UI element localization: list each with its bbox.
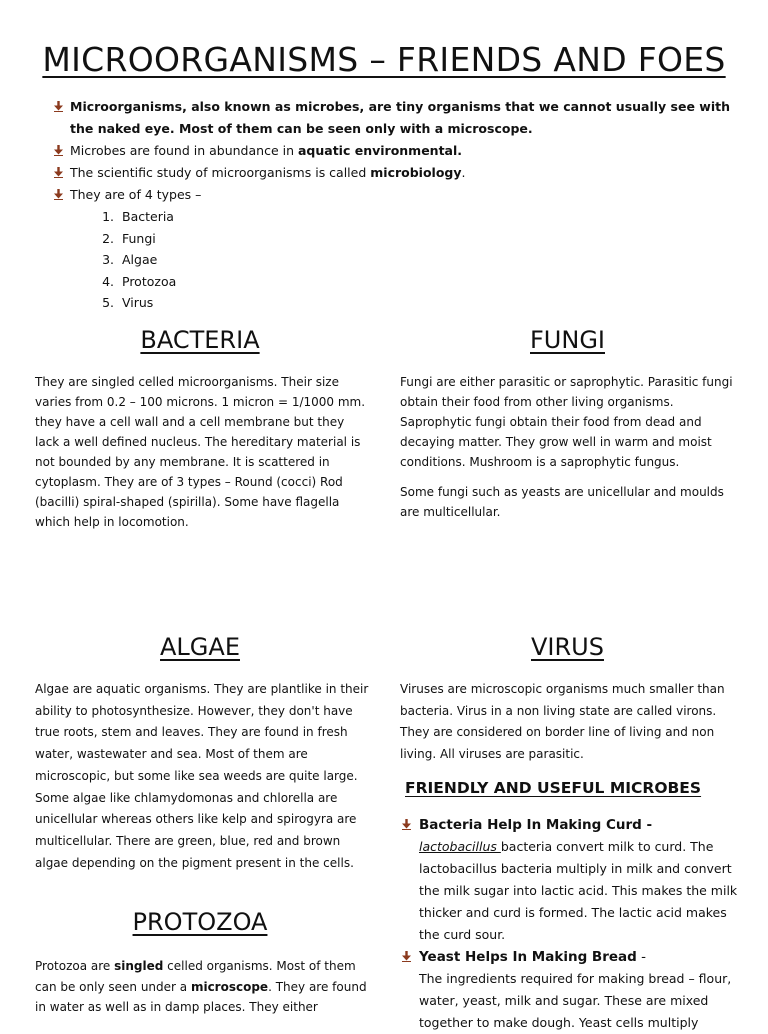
intro-bullet-2-text: Microbes are found in abundance in — [70, 143, 298, 158]
bread-heading — [419, 946, 738, 968]
fungi-text — [400, 372, 735, 532]
protozoa-text-3: . They are found in water as well as in damp places. They either — [35, 979, 367, 1014]
type-item: 3. Algae — [118, 249, 732, 271]
intro-bullet-3-text: The scientific study of microorganisms is called — [70, 165, 371, 180]
intro-bullet-4 — [52, 184, 732, 206]
type-item: 5. Virus — [118, 292, 732, 314]
protozoa-text-1: Protozoa are — [35, 959, 115, 973]
virus-heading: VIRUS — [531, 633, 604, 661]
arrow-down-bullet-icon — [402, 951, 411, 962]
protozoa-paragraph — [35, 956, 370, 1018]
friendly-microbes-heading: FRIENDLY AND USEFUL MICROBES — [405, 779, 702, 797]
bread-heading-text: Yeast Helps In Making Bread — [419, 949, 637, 965]
intro-bullet-2 — [52, 140, 732, 162]
intro-bullet-1-text: Microorganisms, also known as microbes, are tiny organisms that we cannot usually see with the naked eye. Most of them can be seen only with a microscope. — [70, 99, 731, 136]
types-list — [102, 206, 732, 314]
intro-bullet-1 — [52, 96, 732, 140]
algae-paragraph: Algae are aquatic organisms. They are plantlike in their ability to photosynthesize. However, they don't have true roots, stem and leaves. They are found in fresh water, wastewater and sea. Most of them are microscopic, but some like sea weeds are quite large. Some algae like chlamydomonas and chlorella are unicellular whereas others like kelp and spirogyra are multicellular. There are green, blue, red and brown algae depending on the pigment present in the cells. — [35, 682, 369, 870]
arrow-down-bullet-icon — [54, 101, 63, 112]
protozoa-bold-1: singled — [114, 959, 164, 973]
bacteria-text — [35, 372, 370, 542]
bacteria-paragraph: They are singled celled microorganisms. Their size varies from 0.2 – 100 microns. 1 micron = 1/1000 mm. they have a cell wall and a cell membrane but they lack a well defined nucleus. The hereditary material is not bounded by any membrane. It is scattered in cytoplasm. They are of 3 types – Round (cocci) Rod (bacilli) spiral-shaped (spirilla). Some have flagella which help in locomotion. — [35, 375, 366, 529]
friendly-item-curd — [400, 814, 738, 946]
fungi-heading: FUNGI — [530, 326, 605, 354]
friendly-microbes-list — [400, 814, 738, 1034]
fungi-paragraph-1: Fungi are either parasitic or saprophytic. Parasitic fungi obtain their food from other living organisms. Saprophytic fungi obtain their food from dead and decaying matter. They grow well in warm and moist conditions. Mushroom is a saprophytic fungus. — [400, 375, 733, 469]
algae-heading: ALGAE — [160, 633, 240, 661]
arrow-down-bullet-icon — [54, 189, 63, 200]
bread-heading-dash: - — [636, 949, 646, 965]
page-title: MICROORGANISMS – FRIENDS AND FOES — [42, 40, 726, 79]
intro-bullet-3-end: . — [461, 165, 466, 180]
curd-heading: Bacteria Help In Making Curd - — [419, 817, 653, 833]
protozoa-text — [35, 956, 370, 1028]
lactobacillus-term: lactobacillus — [419, 839, 501, 854]
intro-bullet-2-bold: aquatic environmental. — [297, 143, 463, 158]
intro-bullet-3-bold: microbiology — [370, 165, 462, 180]
bacteria-heading: BACTERIA — [140, 326, 260, 354]
arrow-down-bullet-icon — [54, 167, 63, 178]
arrow-down-bullet-icon — [402, 819, 411, 830]
protozoa-heading: PROTOZOA — [132, 908, 268, 936]
curd-text — [419, 836, 738, 946]
protozoa-bold-2: microscope — [190, 979, 269, 994]
intro-bullets — [52, 96, 732, 314]
intro-bullet-3 — [52, 162, 732, 184]
algae-text — [35, 679, 370, 884]
fungi-paragraph-2: Some fungi such as yeasts are unicellular and moulds are multicellular. — [400, 485, 724, 519]
virus-paragraph: Viruses are microscopic organisms much smaller than bacteria. Virus in a non living state are called virons. They are considered on border line of living and non living. All viruses are parasitic. — [400, 682, 725, 762]
friendly-item-bread — [400, 946, 738, 1034]
arrow-down-bullet-icon — [54, 145, 63, 156]
type-item: 1. Bacteria — [118, 206, 732, 228]
intro-bullet-4-text: They are of 4 types – — [70, 187, 202, 202]
type-item: 2. Fungi — [118, 228, 732, 250]
type-item: 4. Protozoa — [118, 271, 732, 293]
curd-description: bacteria convert milk to curd. The lactobacillus bacteria multiply in milk and convert the milk sugar into lactic acid. This makes the milk thicker and curd is formed. The lactic acid makes the curd sour. — [419, 839, 738, 942]
virus-text — [400, 679, 730, 776]
bread-text: The ingredients required for making bread – flour, water, yeast, milk and sugar. These are mixed together to make dough. Yeast cells multiply — [419, 971, 732, 1030]
protozoa-text-2: celled organisms. Most of them can be only seen under a — [35, 959, 356, 994]
